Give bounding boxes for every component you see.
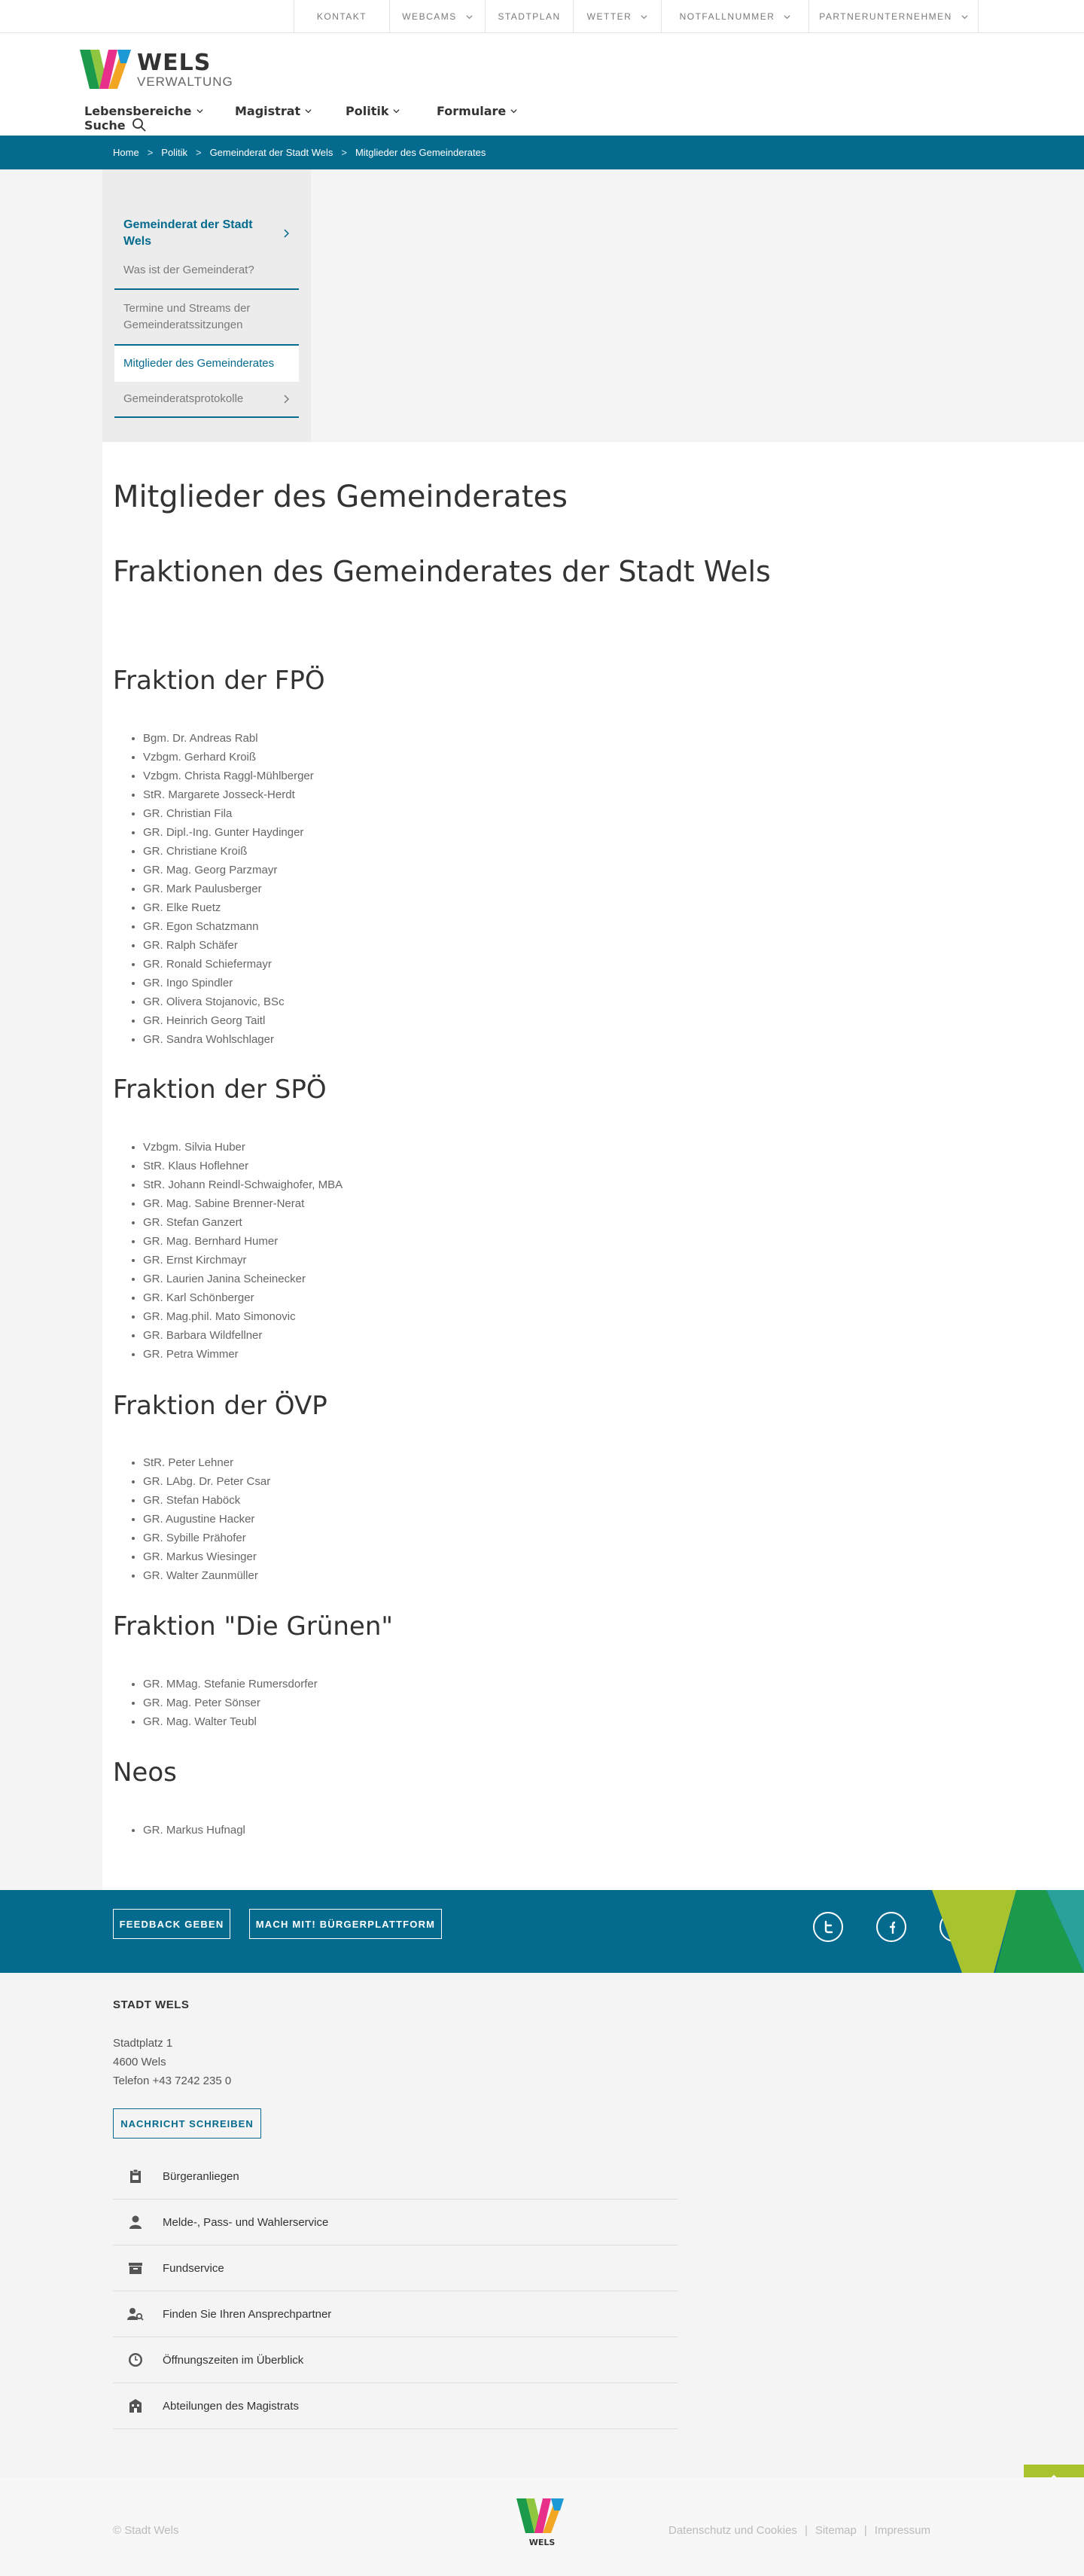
topnav-webcams[interactable]: WEBCAMS	[389, 0, 485, 33]
wels-w-logo-icon	[80, 48, 132, 90]
mainnav-formulare[interactable]: Formulare	[437, 104, 527, 118]
list-item: • Bgm. Dr. Andreas Rabl	[143, 729, 314, 748]
mainnav-lebensbereiche[interactable]: Lebensbereiche	[84, 104, 235, 118]
fraction-title-fpoe: Fraktion der FPÖ	[113, 666, 325, 696]
chevron-down-icon	[641, 14, 647, 20]
topnav-stadtplan[interactable]: STADTPLAN	[485, 0, 573, 33]
footer-links	[113, 2154, 678, 2429]
list-item: • GR. Markus Hufnagl	[143, 1821, 245, 1840]
footer-phone[interactable]: Telefon +43 7242 235 0	[113, 2075, 232, 2087]
fraction-title-oevp: Fraktion der ÖVP	[113, 1391, 327, 1421]
datenschutz-link[interactable]: Datenschutz und Cookies	[668, 2524, 797, 2537]
breadcrumb-current: Mitglieder des Gemeinderates	[355, 147, 486, 158]
fraction-list-neos	[143, 1821, 245, 1840]
clock-icon	[126, 2352, 145, 2367]
list-item: • GR. MMag. Stefanie Rumersdorfer	[143, 1675, 318, 1693]
wels-w-logo-icon	[516, 2498, 568, 2538]
list-item: • StR. Klaus Hoflehner	[143, 1157, 343, 1175]
list-item: • GR. LAbg. Dr. Peter Csar	[143, 1472, 270, 1491]
chevron-right-icon	[282, 229, 290, 238]
list-item: • GR. Walter Zaunmüller	[143, 1566, 270, 1585]
list-item: • GR. Ernst Kirchmayr	[143, 1251, 343, 1270]
chevron-down-icon	[196, 108, 203, 114]
facebook-link[interactable]	[876, 1912, 906, 1942]
list-item: • GR. Dipl.-Ing. Gunter Haydinger	[143, 823, 314, 842]
list-item: • GR. Barbara Wildfellner	[143, 1326, 343, 1345]
list-item: • GR. Christian Fila	[143, 804, 314, 823]
list-item: • GR. Stefan Ganzert	[143, 1213, 343, 1232]
decorative-stripes-icon	[926, 1890, 1084, 1973]
list-item: • GR. Ralph Schäfer	[143, 936, 314, 955]
breadcrumb	[113, 136, 486, 169]
list-item: • Vzbgm. Gerhard Kroiß	[143, 748, 314, 767]
fraction-list-spoe	[143, 1138, 343, 1364]
mainnav-politik[interactable]: Politik	[346, 104, 437, 118]
topnav-kontakt[interactable]: KONTAKT	[294, 0, 389, 33]
search-label: Suche	[84, 117, 126, 133]
building-icon	[126, 2398, 145, 2413]
chevron-down-icon	[510, 108, 517, 114]
list-item: • StR. Peter Lehner	[143, 1453, 270, 1472]
list-item: • GR. Laurien Janina Scheinecker	[143, 1270, 343, 1288]
breadcrumb-home[interactable]: Home	[113, 147, 139, 158]
clipboard-icon	[126, 2169, 145, 2184]
buergerplattform-button[interactable]: MACH MIT! BÜRGERPLATTFORM	[249, 1909, 442, 1939]
list-item: • GR. Mag. Bernhard Humer	[143, 1232, 343, 1251]
list-item: • StR. Johann Reindl-Schwaighofer, MBA	[143, 1175, 343, 1194]
footer-city: 4600 Wels	[113, 2056, 166, 2068]
twitter-link[interactable]	[813, 1912, 843, 1942]
chevron-right-icon	[282, 395, 290, 404]
chevron-down-icon	[961, 14, 968, 20]
impressum-link[interactable]: Impressum	[874, 2524, 930, 2537]
page-subtitle: Fraktionen des Gemeinderates der Stadt Wels	[113, 555, 771, 588]
search-button[interactable]	[84, 117, 147, 133]
link-fundservice[interactable]: Fundservice	[113, 2245, 678, 2291]
header	[0, 33, 1084, 136]
breadcrumb-separator: >	[147, 147, 154, 158]
facebook-icon	[884, 1919, 899, 1934]
breadcrumb-separator: >	[195, 147, 202, 158]
list-item: • GR. Petra Wimmer	[143, 1345, 343, 1364]
list-item: • GR. Mag. Sabine Brenner-Nerat	[143, 1194, 343, 1213]
topnav-notfallnummer[interactable]: NOTFALLNUMMER	[661, 0, 808, 33]
fraction-list-oevp	[143, 1453, 270, 1585]
link-meldeservice[interactable]: Melde-, Pass- und Wahlerservice	[113, 2200, 678, 2245]
list-item: • GR. Mag. Walter Teubl	[143, 1712, 318, 1731]
message-button[interactable]: NACHRICHT SCHREIBEN	[113, 2108, 261, 2139]
logo-name: WELS	[137, 50, 212, 76]
footer-heading: STADT WELS	[113, 1998, 190, 2011]
page-title: Mitglieder des Gemeinderates	[113, 480, 568, 514]
fraction-title-neos: Neos	[113, 1757, 177, 1788]
topnav-wetter[interactable]: WETTER	[573, 0, 661, 33]
list-item: • GR. Karl Schönberger	[143, 1288, 343, 1307]
chevron-down-icon	[466, 14, 473, 20]
search-icon	[132, 117, 147, 133]
main-nav	[84, 104, 527, 118]
mainnav-magistrat[interactable]: Magistrat	[235, 104, 346, 118]
topnav-partnerunternehmen[interactable]: PARTNERUNTERNEHMEN	[808, 0, 979, 33]
sidebar	[102, 169, 311, 442]
sidebar-item-termine[interactable]: Termine und Streams der Gemeinderatssitzungen	[114, 290, 299, 346]
box-icon	[126, 2261, 145, 2275]
chevron-down-icon	[784, 14, 790, 20]
list-item: • GR. Christiane Kroiß	[143, 842, 314, 861]
chevron-down-icon	[393, 108, 400, 114]
fraction-list-gruene	[143, 1675, 318, 1731]
list-item: • Vzbgm. Christa Raggl-Mühlberger	[143, 767, 314, 785]
list-item: • GR. Stefan Haböck	[143, 1491, 270, 1510]
sidebar-item-mitglieder[interactable]: Mitglieder des Gemeinderates	[114, 346, 299, 382]
list-item: • GR. Mark Paulusberger	[143, 879, 314, 898]
list-item: • GR. Mag.phil. Mato Simonovic	[143, 1307, 343, 1326]
top-nav	[294, 0, 979, 33]
sidebar-item-was-ist[interactable]: Was ist der Gemeinderat?	[114, 252, 299, 290]
feedback-button[interactable]: FEEDBACK GEBEN	[113, 1909, 230, 1939]
people-search-icon	[126, 2306, 145, 2321]
list-item: • GR. Mag. Peter Sönser	[143, 1693, 318, 1712]
chevron-down-icon	[305, 108, 312, 114]
bottom-logo[interactable]	[516, 2498, 568, 2547]
footer	[0, 1973, 1084, 2477]
sidebar-item-protokolle[interactable]: Gemeinderatsprotokolle	[114, 382, 299, 418]
link-abteilungen[interactable]: Abteilungen des Magistrats	[113, 2383, 678, 2429]
fraction-list-fpoe	[143, 729, 314, 1049]
twitter-icon	[821, 1919, 836, 1934]
list-item: • GR. Olivera Stojanovic, BSc	[143, 992, 314, 1011]
breadcrumb-politik[interactable]: Politik	[161, 147, 187, 158]
list-item: • GR. Egon Schatzmann	[143, 917, 314, 936]
list-item: • GR. Ronald Schiefermayr	[143, 955, 314, 974]
footer-action-bar	[0, 1890, 1084, 1973]
copyright: © Stadt Wels	[113, 2524, 179, 2537]
bottom-bar	[0, 2477, 1084, 2576]
list-item: • GR. Sybille Prähofer	[143, 1529, 270, 1547]
link-buergeranliegen[interactable]: Bürgeranliegen	[113, 2154, 678, 2200]
logo-sub: VERWALTUNG	[137, 75, 233, 89]
list-item: • GR. Sandra Wohlschlager	[143, 1030, 314, 1049]
breadcrumb-separator: >	[341, 147, 347, 158]
breadcrumb-bar	[0, 136, 1084, 169]
fraction-title-spoe: Fraktion der SPÖ	[113, 1075, 327, 1105]
list-item: • GR. Mag. Georg Parzmayr	[143, 861, 314, 879]
sitemap-link[interactable]: Sitemap	[815, 2524, 857, 2537]
sidebar-title[interactable]: Gemeinderat der Stadt Wels	[114, 215, 299, 252]
link-oeffnungszeiten[interactable]: Öffnungszeiten im Überblick	[113, 2337, 678, 2383]
person-icon	[126, 2215, 145, 2230]
wels-logo[interactable]	[80, 48, 233, 90]
list-item: • GR. Heinrich Georg Taitl	[143, 1011, 314, 1030]
fraction-title-gruene: Fraktion "Die Grünen"	[113, 1611, 394, 1642]
breadcrumb-gemeinderat[interactable]: Gemeinderat der Stadt Wels	[209, 147, 333, 158]
list-item: • GR. Ingo Spindler	[143, 974, 314, 992]
footer-street: Stadtplatz 1	[113, 2037, 173, 2050]
list-item: • GR. Augustine Hacker	[143, 1510, 270, 1529]
list-item: • GR. Markus Wiesinger	[143, 1547, 270, 1566]
main-content	[102, 442, 1084, 1890]
top-bar	[0, 0, 1084, 33]
legal-links: Datenschutz und Cookies | Sitemap | Impressum	[668, 2524, 930, 2537]
list-item: • GR. Elke Ruetz	[143, 898, 314, 917]
link-ansprechpartner[interactable]: Finden Sie Ihren Ansprechpartner	[113, 2291, 678, 2337]
bottom-logo-text: WELS	[528, 2538, 556, 2547]
list-item: • StR. Margarete Josseck-Herdt	[143, 785, 314, 804]
list-item: • Vzbgm. Silvia Huber	[143, 1138, 343, 1157]
